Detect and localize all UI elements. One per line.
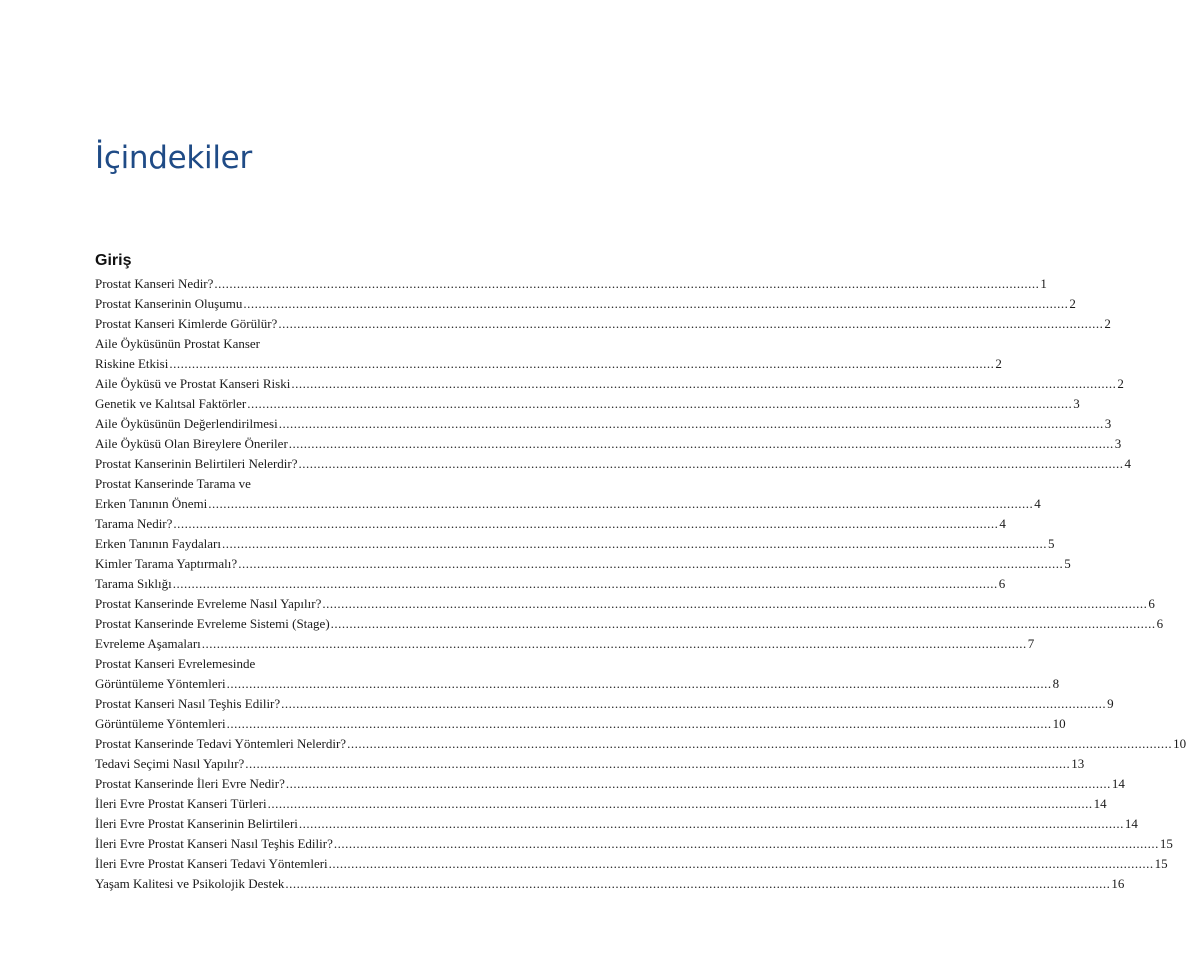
dot-leader: ............................................................................................................................................................................................................................: [298, 816, 1124, 831]
dot-leader: ............................................................................................................................................................................................................................: [247, 396, 1073, 411]
toc-entry-title: İleri Evre Prostat Kanserinin Belirtileri: [95, 816, 298, 831]
toc-entry[interactable]: [95, 814, 1138, 834]
toc-entry-title: Yaşam Kalitesi ve Psikolojik Destek: [95, 876, 285, 891]
dot-leader: ............................................................................................................................................................................................................................: [221, 536, 1047, 551]
toc-entry-page-number: 6: [1148, 596, 1155, 611]
toc-entry[interactable]: [95, 374, 1124, 394]
dot-leader: ............................................................................................................................................................................................................................: [330, 616, 1156, 631]
toc-entry[interactable]: [95, 354, 1002, 374]
toc-entry[interactable]: [95, 334, 560, 354]
toc-entry[interactable]: [95, 634, 1035, 654]
toc-entry-title: Kimler Tarama Yaptırmalı?: [95, 556, 238, 571]
toc-entry-page-number: 3: [1104, 416, 1112, 431]
toc-entry-title: Prostat Kanseri Evrelemesinde: [95, 656, 256, 671]
toc-entry[interactable]: [95, 614, 1164, 634]
toc-entry-title: Prostat Kanserinde Tarama ve: [95, 476, 251, 491]
table-of-contents: [95, 274, 1186, 894]
toc-entry-title: Prostat Kanserinde Tedavi Yöntemleri Nelerdir?: [95, 736, 347, 751]
toc-entry-page-number: 2: [995, 356, 1002, 371]
dot-leader: ............................................................................................................................................................................................................................: [322, 596, 1148, 611]
dot-leader: ............................................................................................................................................................................................................................: [281, 696, 1107, 711]
toc-entry-page-number: 13: [1071, 756, 1085, 771]
dot-leader: ............................................................................................................................................................................................................................: [172, 576, 998, 591]
toc-entry[interactable]: [95, 774, 1125, 794]
dot-leader: ............................................................................................................................................................................................................................: [238, 556, 1064, 571]
toc-entry[interactable]: [95, 394, 1080, 414]
toc-entry-page-number: 10: [1052, 716, 1066, 731]
toc-entry[interactable]: [95, 294, 1076, 314]
toc-entry[interactable]: [95, 274, 1047, 294]
toc-entry-page-number: 5: [1064, 556, 1071, 571]
toc-entry-title: Genetik ve Kalıtsal Faktörler: [95, 396, 247, 411]
toc-entry-title: Erken Tanının Önemi: [95, 496, 208, 511]
toc-entry[interactable]: [95, 314, 1111, 334]
toc-entry-title: İleri Evre Prostat Kanseri Türleri: [95, 796, 267, 811]
toc-entry-title: Aile Öyküsünün Prostat Kanser: [95, 336, 261, 351]
dot-leader: ............................................................................................................................................................................................................................: [333, 836, 1159, 851]
dot-leader: ............................................................................................................................................................................................................................: [226, 716, 1052, 731]
toc-entry[interactable]: [95, 854, 1168, 874]
toc-entry-page-number: 4: [1124, 456, 1132, 471]
toc-entry-page-number: 14: [1124, 816, 1138, 831]
dot-leader: ............................................................................................................................................................................................................................: [243, 296, 1069, 311]
toc-entry[interactable]: [95, 474, 560, 494]
dot-leader: ............................................................................................................................................................................................................................: [328, 856, 1154, 871]
toc-entry[interactable]: [95, 734, 1186, 754]
dot-leader: ............................................................................................................................................................................................................................: [208, 496, 1034, 511]
toc-entry-title: Görüntüleme Yöntemleri: [95, 716, 226, 731]
dot-leader: ............................................................................................................................................................................................................................: [347, 736, 1173, 751]
toc-entry-page-number: 2: [1117, 376, 1124, 391]
toc-entry[interactable]: [95, 514, 1006, 534]
toc-entry-title: Prostat Kanserinin Belirtileri Nelerdir?: [95, 456, 298, 471]
dot-leader: ............................................................................................................................................................................................................................: [278, 316, 1104, 331]
toc-entry-page-number: 1: [1040, 276, 1047, 291]
toc-entry-page-number: 2: [1069, 296, 1076, 311]
toc-entry-title: Tarama Nedir?: [95, 516, 173, 531]
toc-entry-page-number: 14: [1111, 776, 1125, 791]
toc-entry-page-number: 4: [999, 516, 1006, 531]
toc-entry-page-number: 3: [1114, 436, 1122, 451]
toc-entry-title: İleri Evre Prostat Kanseri Nasıl Teşhis Edilir?: [95, 836, 333, 851]
toc-entry[interactable]: [95, 714, 1066, 734]
toc-entry[interactable]: [95, 674, 1060, 694]
dot-leader: ............................................................................................................................................................................................................................: [173, 516, 999, 531]
toc-entry-title: Prostat Kanseri Nedir?: [95, 276, 214, 291]
toc-entry-page-number: 6: [1156, 616, 1164, 631]
toc-entry-title: Evreleme Aşamaları: [95, 636, 201, 651]
toc-entry-page-number: 10: [1173, 736, 1186, 751]
dot-leader: ............................................................................................................................................................................................................................: [288, 436, 1114, 451]
toc-entry-title: Prostat Kanserinin Oluşumu: [95, 296, 243, 311]
toc-entry-title: Riskine Etkisi: [95, 356, 169, 371]
toc-entry-title: Prostat Kanseri Nasıl Teşhis Edilir?: [95, 696, 281, 711]
toc-entry-title: Tarama Sıklığı: [95, 576, 172, 591]
toc-entry[interactable]: [95, 594, 1155, 614]
section-heading: Giriş: [95, 252, 132, 269]
toc-entry-title: Prostat Kanseri Kimlerde Görülür?: [95, 316, 278, 331]
toc-entry-title: Görüntüleme Yöntemleri: [95, 676, 226, 691]
toc-entry[interactable]: [95, 414, 1112, 434]
toc-entry-page-number: 16: [1111, 876, 1125, 891]
toc-entry-title: Erken Tanının Faydaları: [95, 536, 221, 551]
toc-entry-page-number: 14: [1093, 796, 1107, 811]
dot-leader: ............................................................................................................................................................................................................................: [267, 796, 1093, 811]
toc-entry[interactable]: [95, 794, 1107, 814]
toc-entry[interactable]: [95, 694, 1114, 714]
toc-entry[interactable]: [95, 874, 1125, 894]
toc-entry-title: Aile Öyküsü ve Prostat Kanseri Riski: [95, 376, 291, 391]
dot-leader: ............................................................................................................................................................................................................................: [245, 756, 1071, 771]
toc-entry-title: Prostat Kanserinde Evreleme Nasıl Yapılır?: [95, 596, 322, 611]
toc-entry[interactable]: [95, 654, 560, 674]
toc-entry[interactable]: [95, 454, 1132, 474]
toc-entry-title: Prostat Kanserinde İleri Evre Nedir?: [95, 776, 285, 791]
toc-entry-page-number: 8: [1052, 676, 1060, 691]
toc-entry[interactable]: [95, 494, 1041, 514]
toc-entry-page-number: 15: [1154, 856, 1168, 871]
toc-entry[interactable]: [95, 834, 1173, 854]
toc-entry-page-number: 4: [1034, 496, 1041, 511]
toc-entry[interactable]: [95, 554, 1071, 574]
toc-entry-title: Aile Öyküsü Olan Bireylere Öneriler: [95, 436, 288, 451]
toc-entry-page-number: 7: [1027, 636, 1035, 651]
toc-entry-page-number: 5: [1047, 536, 1055, 551]
dot-leader: ............................................................................................................................................................................................................................: [291, 376, 1117, 391]
toc-entry-title: Aile Öyküsünün Değerlendirilmesi: [95, 416, 278, 431]
toc-entry-title: Tedavi Seçimi Nasıl Yapılır?: [95, 756, 245, 771]
page-title: İçindekiler: [95, 140, 252, 176]
toc-entry[interactable]: [95, 434, 1122, 454]
dot-leader: ............................................................................................................................................................................................................................: [226, 676, 1052, 691]
dot-leader: ............................................................................................................................................................................................................................: [214, 276, 1040, 291]
toc-entry-page-number: 2: [1104, 316, 1111, 331]
dot-leader: ............................................................................................................................................................................................................................: [285, 876, 1111, 891]
dot-leader: ............................................................................................................................................................................................................................: [278, 416, 1104, 431]
toc-entry-title: İleri Evre Prostat Kanseri Tedavi Yöntemleri: [95, 856, 328, 871]
toc-entry-page-number: 3: [1073, 396, 1080, 411]
toc-entry[interactable]: [95, 534, 1055, 554]
toc-entry[interactable]: [95, 574, 1006, 594]
toc-entry-page-number: 15: [1159, 836, 1173, 851]
dot-leader: ............................................................................................................................................................................................................................: [169, 356, 995, 371]
toc-entry-title: Prostat Kanserinde Evreleme Sistemi (Stage): [95, 616, 330, 631]
toc-entry-page-number: 9: [1107, 696, 1114, 711]
toc-entry-page-number: 6: [998, 576, 1006, 591]
dot-leader: ............................................................................................................................................................................................................................: [285, 776, 1111, 791]
dot-leader: ............................................................................................................................................................................................................................: [201, 636, 1027, 651]
toc-entry[interactable]: [95, 754, 1085, 774]
dot-leader: ............................................................................................................................................................................................................................: [298, 456, 1124, 471]
